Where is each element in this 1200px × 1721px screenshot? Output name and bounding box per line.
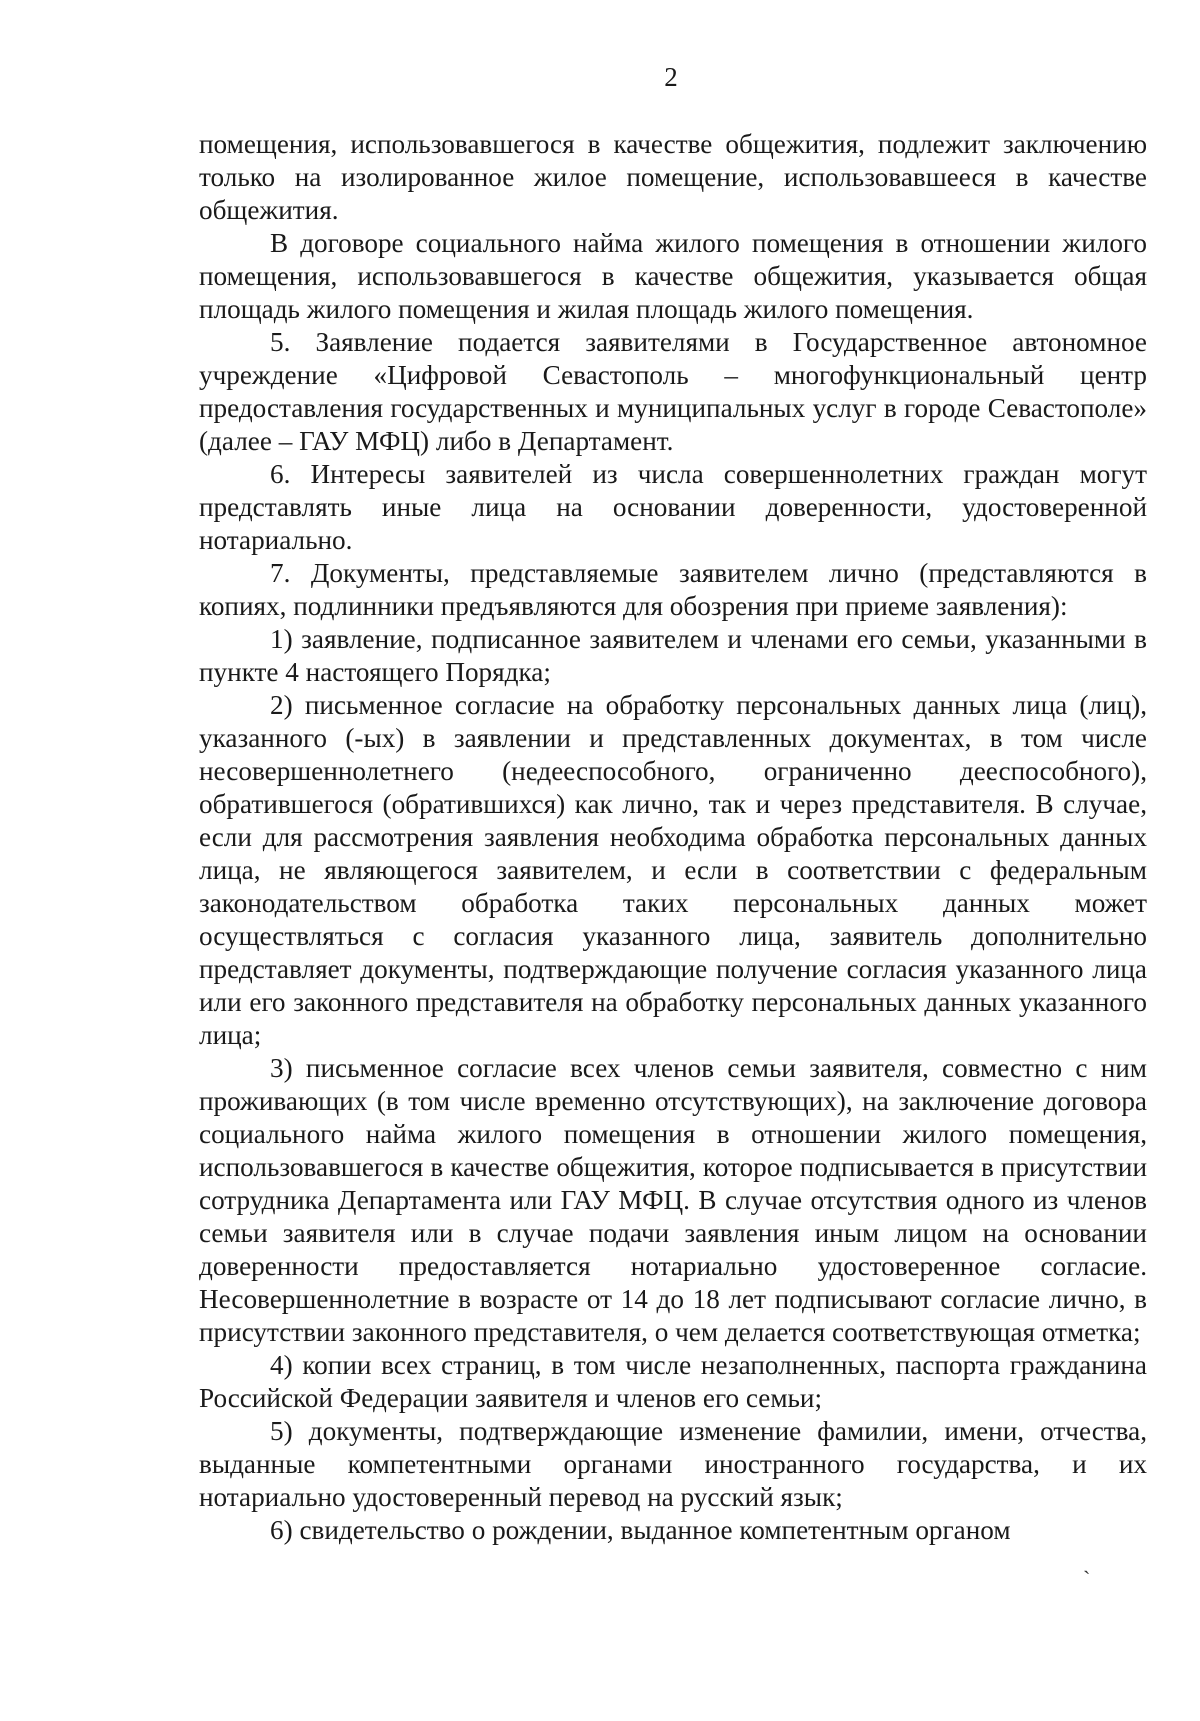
scan-artifact-mark: ` (1083, 1566, 1091, 1591)
document-body (199, 128, 1147, 1547)
page-number: 2 (664, 62, 678, 92)
list-item-5: 5) документы, подтверждающие изменение фамилии, имени, отчества, выданные компетентными органами иностранного государства, и их нотариально удостоверенный перевод на русский язык; (199, 1416, 1147, 1512)
list-item-6: 6) свидетельство о рождении, выданное компетентным органом (270, 1515, 1011, 1545)
paragraph-item-6: 6. Интересы заявителей из числа совершеннолетних граждан могут представлять иные лица на основании доверенности, удостоверенной нотариально. (199, 459, 1147, 555)
list-item-2: 2) письменное согласие на обработку персональных данных лица (лиц), указанного (-ых) в заявлении и представленных документах, в том числе несовершеннолетнего (недееспособного, ограниченно дееспособного), обратившегося (обратившихся) как лично, так и через представителя. В случае, если для рассмотрения заявления необходима обработка персональных данных лица, не являющегося заявителем, и если в соответствии с федеральным законодательством обработка таких персональных данных может осуществляться с согласия указанного лица, заявитель дополнительно представляет документы, подтверждающие получение согласия указанного лица или его законного представителя на обработку персональных данных указанного лица; (199, 690, 1147, 1050)
list-item-1: 1) заявление, подписанное заявителем и членами его семьи, указанными в пункте 4 настоящего Порядка; (199, 624, 1147, 687)
paragraph-item-5: 5. Заявление подается заявителями в Государственное автономное учреждение «Цифровой Севастополь – многофункциональный центр предоставления государственных и муниципальных услуг в городе Севастополе» (далее – ГАУ МФЦ) либо в Департамент. (199, 327, 1147, 456)
list-item-3: 3) письменное согласие всех членов семьи заявителя, совместно с ним проживающих (в том числе временно отсутствующих), на заключение договора социального найма жилого помещения в отношении жилого помещения, использовавшегося в качестве общежития, которое подписывается в присутствии сотрудника Департамента или ГАУ МФЦ. В случае отсутствия одного из членов семьи заявителя или в случае подачи заявления иным лицом на основании доверенности предоставляется нотариально удостоверенное согласие. Несовершеннолетние в возрасте от 14 до 18 лет подписывают согласие лично, в присутствии законного представителя, о чем делается соответствующая отметка; (199, 1053, 1147, 1347)
list-item-4: 4) копии всех страниц, в том числе незаполненных, паспорта гражданина Российской Федерации заявителя и членов его семьи; (199, 1350, 1147, 1413)
paragraph-continuation: помещения, использовавшегося в качестве общежития, подлежит заключению только на изолированное жилое помещение, использовавшееся в качестве общежития. (199, 129, 1147, 225)
paragraph-contract-area: В договоре социального найма жилого помещения в отношении жилого помещения, использовавшегося в качестве общежития, указывается общая площадь жилого помещения и жилая площадь жилого помещения. (199, 228, 1147, 324)
paragraph-item-7: 7. Документы, представляемые заявителем лично (представляются в копиях, подлинники предъявляются для обозрения при приеме заявления): (199, 558, 1147, 621)
